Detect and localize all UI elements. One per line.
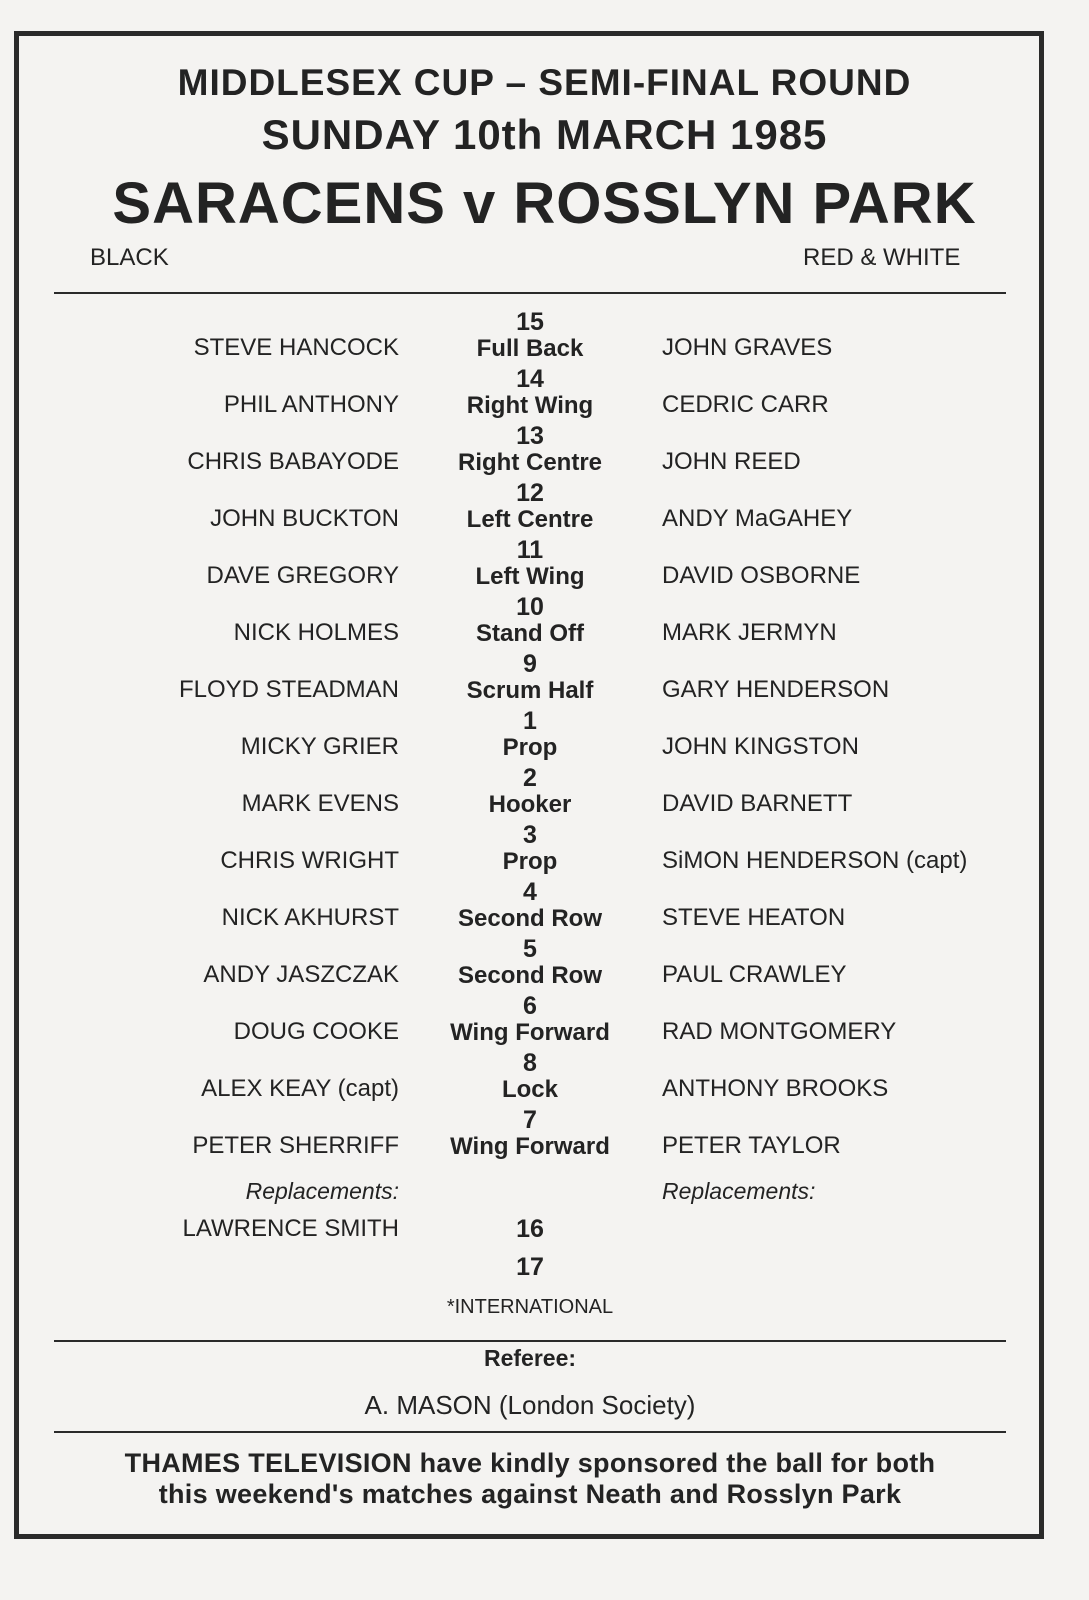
shirt-number: 10 [516, 593, 544, 621]
position-label: Second Row [457, 905, 602, 932]
lineup-row [0, 420, 1089, 477]
home-player: JOHN BUCKTON [210, 505, 399, 532]
replacement-number: 16 [516, 1215, 544, 1243]
away-player: STEVE HEATON [662, 904, 846, 931]
position-label: Right Wing [466, 392, 594, 419]
home-player: MICKY GRIER [240, 733, 399, 760]
match-title: SARACENS v ROSSLYN PARK [112, 171, 977, 236]
shirt-number: 8 [523, 1049, 537, 1077]
sponsor-line-2: this weekend's matches against Neath and Rosslyn Park [158, 1479, 902, 1509]
position-label: Scrum Half [466, 677, 594, 704]
home-player: DAVE GREGORY [206, 562, 399, 589]
home-replacement-player: LAWRENCE SMITH [182, 1215, 399, 1242]
away-player: JOHN GRAVES [662, 334, 833, 361]
lineup-row [0, 1104, 1089, 1161]
shirt-number: 2 [523, 764, 537, 792]
divider-bottom [54, 1431, 1006, 1433]
away-player: JOHN KINGSTON [662, 733, 859, 760]
position-label: Hooker [488, 791, 572, 818]
away-player: RAD MONTGOMERY [662, 1018, 897, 1045]
sponsor-notice [0, 1448, 1060, 1510]
shirt-number: 14 [516, 365, 544, 393]
position-label: Left Centre [466, 506, 594, 533]
international-footnote: *INTERNATIONAL [446, 1296, 614, 1318]
referee-label: Referee: [483, 1345, 577, 1371]
lineup-row [0, 819, 1089, 876]
away-player: DAVID OSBORNE [662, 562, 861, 589]
away-player: PETER TAYLOR [662, 1132, 841, 1159]
shirt-number: 7 [523, 1106, 537, 1134]
home-team-colours: BLACK [90, 244, 169, 271]
replacement-number: 17 [516, 1253, 544, 1281]
lineup-row [0, 534, 1089, 591]
shirt-number: 6 [523, 992, 537, 1020]
lineup-row [0, 876, 1089, 933]
position-label: Wing Forward [450, 1019, 610, 1046]
lineup-row [0, 591, 1089, 648]
home-player: CHRIS WRIGHT [220, 847, 399, 874]
divider-top [54, 292, 1006, 294]
position-label: Prop [502, 734, 558, 761]
position-label: Full Back [476, 335, 584, 362]
lineup-row [0, 363, 1089, 420]
away-player: SiMON HENDERSON (capt) [662, 847, 968, 874]
competition-title: MIDDLESEX CUP – SEMI-FINAL ROUND [177, 62, 912, 103]
home-replacements-label: Replacements: [245, 1178, 399, 1204]
lineup-row [0, 705, 1089, 762]
lineup-row [0, 1047, 1089, 1104]
away-team-colours: RED & WHITE [803, 244, 961, 271]
lineup-row [0, 933, 1089, 990]
match-date: SUNDAY 10th MARCH 1985 [261, 111, 828, 158]
home-player: STEVE HANCOCK [193, 334, 399, 361]
away-player: ANDY MaGAHEY [662, 505, 853, 532]
away-player: MARK JERMYN [662, 619, 837, 646]
away-player: JOHN REED [662, 448, 801, 475]
lineup-row [0, 990, 1089, 1047]
home-player: CHRIS BABAYODE [187, 448, 399, 475]
away-player: CEDRIC CARR [662, 391, 829, 418]
position-label: Left Wing [475, 563, 585, 590]
position-label: Right Centre [458, 449, 602, 476]
shirt-number: 3 [523, 821, 537, 849]
home-player: PHIL ANTHONY [223, 391, 399, 418]
shirt-number: 5 [523, 935, 537, 963]
referee-name: A. MASON (London Society) [364, 1390, 696, 1420]
shirt-number: 11 [516, 536, 544, 564]
home-player: MARK EVENS [241, 790, 399, 817]
shirt-number: 4 [523, 878, 537, 906]
divider-referee [54, 1340, 1006, 1342]
home-player: FLOYD STEADMAN [178, 676, 399, 703]
shirt-number: 12 [516, 479, 544, 507]
lineup-row [0, 306, 1089, 363]
position-label: Second Row [457, 962, 602, 989]
home-player: NICK AKHURST [221, 904, 399, 931]
shirt-number: 1 [523, 707, 537, 735]
home-player: ALEX KEAY (capt) [201, 1075, 399, 1102]
shirt-number: 15 [516, 308, 544, 336]
shirt-number: 13 [516, 422, 544, 450]
position-label: Wing Forward [450, 1133, 610, 1160]
away-player: PAUL CRAWLEY [662, 961, 847, 988]
lineup-row [0, 477, 1089, 534]
home-player: ANDY JASZCZAK [203, 961, 399, 988]
home-player: PETER SHERRIFF [192, 1132, 399, 1159]
lineup-row [0, 648, 1089, 705]
home-player: DOUG COOKE [233, 1018, 399, 1045]
away-player: GARY HENDERSON [662, 676, 890, 703]
away-replacements-label: Replacements: [662, 1178, 816, 1204]
lineup-row [0, 762, 1089, 819]
position-label: Stand Off [476, 620, 584, 647]
sponsor-line-1: THAMES TELEVISION have kindly sponsored the ball for both [124, 1448, 936, 1478]
away-player: ANTHONY BROOKS [662, 1075, 889, 1102]
position-label: Lock [501, 1076, 558, 1103]
home-player: NICK HOLMES [233, 619, 399, 646]
away-player: DAVID BARNETT [662, 790, 853, 817]
shirt-number: 9 [523, 650, 537, 678]
position-label: Prop [502, 848, 558, 875]
